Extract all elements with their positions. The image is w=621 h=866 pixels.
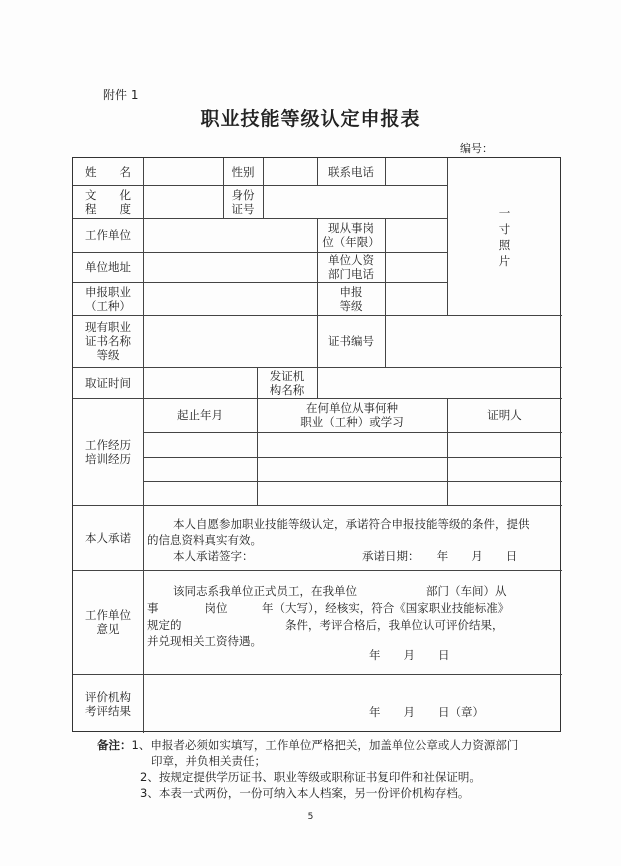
id-number-label: 身份 证号	[231, 187, 255, 216]
education-label: 文 化 程 度	[85, 187, 131, 216]
note-1: 1、申报者必须如实填写，工作单位严格把关，加盖单位公章或人力资源部门	[131, 738, 519, 752]
form-title: 职业技能等级认定申报表	[200, 108, 421, 130]
phone-label: 联系电话	[328, 164, 374, 179]
note-1-continued: 印章，并负相关责任；	[151, 754, 266, 768]
note-2: 2、按规定提供学历证书、职业等级或职称证书复印件和社保证明。	[140, 770, 481, 784]
application-form-table	[72, 157, 561, 732]
pledge-text-line2: 的信息资料真实有效。	[147, 533, 262, 547]
unit-address-label: 单位地址	[85, 260, 131, 274]
page-number: 5	[307, 812, 314, 822]
witness-header: 证明人	[487, 408, 522, 422]
pledge-signature-label: 本人承诺签字：	[173, 549, 254, 563]
pledge-text-line1: 本人自愿参加职业技能等级认定，承诺符合申报技能等级的条件，提供	[173, 517, 530, 531]
attachment-label: 附件 1	[103, 88, 139, 102]
level-label: 申报 等级	[339, 284, 363, 313]
occupation-label: 申报职业 （工种）	[85, 284, 131, 313]
opinion-line1: 该同志系我单位正式员工，在我单位 部门（车间）从	[173, 584, 507, 598]
period-header: 起止年月	[177, 408, 223, 422]
pledge-label: 本人承诺	[85, 530, 131, 545]
unit-opinion-label: 工作单位 意见	[85, 608, 131, 636]
cert-no-label: 证书编号	[328, 334, 374, 348]
notes-section	[97, 737, 567, 801]
gender-label: 性别	[231, 164, 255, 179]
issue-time-label: 取证时间	[85, 375, 131, 390]
work-content-header: 在何单位从事何种 职业（工种）或学习	[300, 401, 404, 429]
opinion-line3: 规定的 条件，考评合格后，我单位认可评价结果，	[147, 618, 504, 632]
existing-cert-label: 现有职业 证书名称 等级	[85, 320, 131, 362]
work-unit-label: 工作单位	[85, 228, 131, 242]
serial-number-label: 编号：	[460, 142, 493, 155]
experience-label: 工作经历 培训经历	[85, 437, 131, 466]
issuer-label: 发证机 构名称	[269, 368, 305, 397]
name-label: 姓 名	[85, 164, 131, 179]
photo-placeholder: 一 寸 照 片	[498, 205, 511, 268]
eval-result-label: 评价机构 考评结果	[85, 689, 131, 718]
current-post-label: 现从事岗 位（年限）	[322, 221, 380, 249]
eval-date: 年 月 日（章）	[369, 705, 484, 719]
hr-phone-label: 单位人资 部门电话	[328, 253, 374, 281]
opinion-date: 年 月 日	[369, 648, 450, 662]
opinion-line2: 事 岗位 年（大写），经核实，符合《国家职业技能标准》	[147, 601, 510, 615]
opinion-line4: 并兑现相关工资待遇。	[147, 634, 262, 648]
note-3: 3、本表一式两份，一份可纳入本人档案，另一份评价机构存档。	[140, 786, 470, 800]
notes-label: 备注：	[97, 738, 132, 752]
pledge-date: 承诺日期： 年 月 日	[362, 549, 518, 563]
